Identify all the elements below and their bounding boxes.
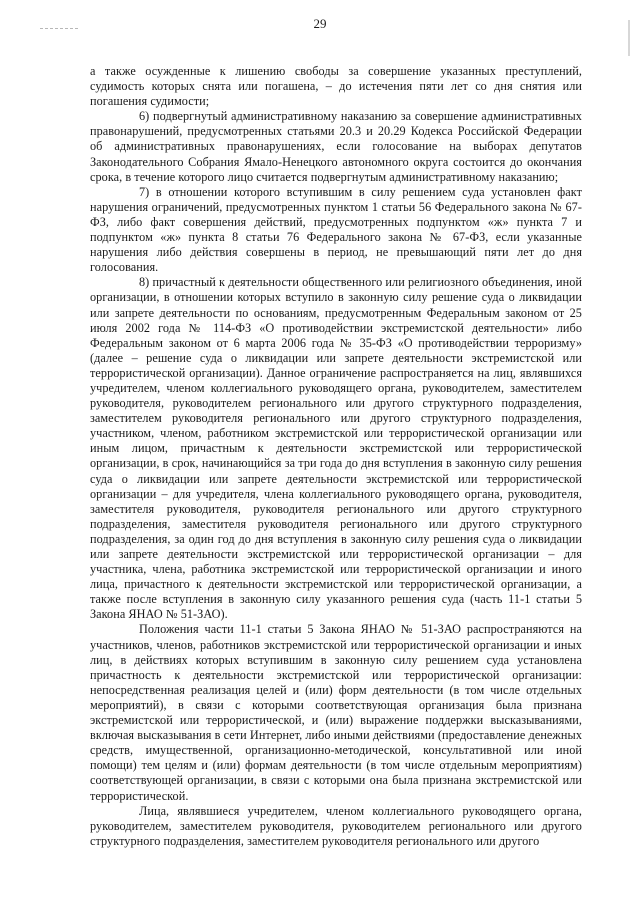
paragraph-persons: Лица, являвшиеся учредителем, членом коллегиального руководящего органа, руководителем, заместителем руководителя, руководителем регионального или другого структурного подразделения, заместителем руководителя регионального или другого bbox=[90, 803, 582, 848]
page-number: 29 bbox=[313, 16, 327, 31]
paragraph-item-6: 6) подвергнутый административному наказанию за совершение административных правонарушений, предусмотренных статьями 20.3 и 20.29 Кодекса Российской Федерации об административных правонарушениях, если голосование на выборах депутатов Законодательного Собрания Ямало-Ненецкого автономного округа состоится до окончания срока, в течение которого лицо считается подвергнутым административному наказанию; bbox=[90, 109, 582, 184]
paragraph-item-7: 7) в отношении которого вступившим в силу решением суда установлен факт нарушения ограничений, предусмотренных пунктом 1 статьи 56 Федерального закона № 67-ФЗ, либо факт совершения действий, предусмотренных подпунктом «ж» пункта 7 и подпунктом «ж» пункта 8 статьи 76 Федерального закона № 67-ФЗ, если указанные нарушения либо действия совершены в период, не превышающий пяти лет до дня голосования. bbox=[90, 184, 582, 275]
document-body bbox=[90, 64, 582, 849]
paragraph-item-8: 8) причастный к деятельности общественного или религиозного объединения, иной организации, в отношении которых вступило в законную силу решение суда о ликвидации или запрете деятельности по основаниям, предусмотренным Федеральным законом от 25 июля 2002 года № 114-ФЗ «О противодействии экстремистской деятельности» либо Федеральным законом от 6 марта 2006 года № 35-ФЗ «О противодействии терроризму» (далее – решение суда о ликвидации или запрете деятельности экстремистской или террористической организации). Данное ограничение распространяется на лиц, являвшихся учредителем, членом коллегиального руководящего органа, руководителем, заместителем руководителя, руководителем регионального или другого структурного подразделения, заместителем руководителя регионального или другого структурного подразделения, участником, членом, работником экстремистской или террористической организации или иным лицом, причастным к деятельности экстремистской или террористической организации, в срок, начинающийся за три года до дня вступления в законную силу решения суда о ликвидации или запрете деятельности экстремистской или террористической организации – для учредителя, члена коллегиального руководящего органа, руководителя, заместителя руководителя, руководителя регионального или другого структурного подразделения, заместителя руководителя регионального или другого структурного подразделения, за один год до дня вступления в законную силу решения суда о ликвидации или запрете деятельности экстремистской или террористической организации – для участника, члена, работника экстремистской или террористической организации и иного лица, причастного к деятельности экстремистской или террористической организации, а также после вступления в законную силу указанного решения суда (часть 11-1 статьи 5 Закона ЯНАО № 51-ЗАО). bbox=[90, 275, 582, 622]
paragraph-provisions: Положения части 11-1 статьи 5 Закона ЯНАО № 51-ЗАО распространяются на участников, членов, работников экстремистской или террористической организации и иных лиц, в действиях которых вступившим в законную силу решением суда установлена причастность к деятельности экстремистской или террористической организации: непосредственная реализация целей и (или) форм деятельности (в том числе отдельных мероприятий), в связи с которыми соответствующая организация была признана экстремистской или террористической, и (или) выражение поддержки высказываниями, включая высказывания в сети Интернет, либо иными действиями (предоставление денежных средств, имущественной, организационно-методической, консультативной или иной помощи) тем целям и (или) формам деятельности (в том числе отдельным мероприятиям) соответствующей организации, в связи с которыми она была признана экстремистской или террористической. bbox=[90, 622, 582, 803]
paragraph-continuation: а также осужденные к лишению свободы за совершение указанных преступлений, судимость которых снята или погашена, – до истечения пяти лет со дня снятия или погашения судимости; bbox=[90, 64, 582, 109]
